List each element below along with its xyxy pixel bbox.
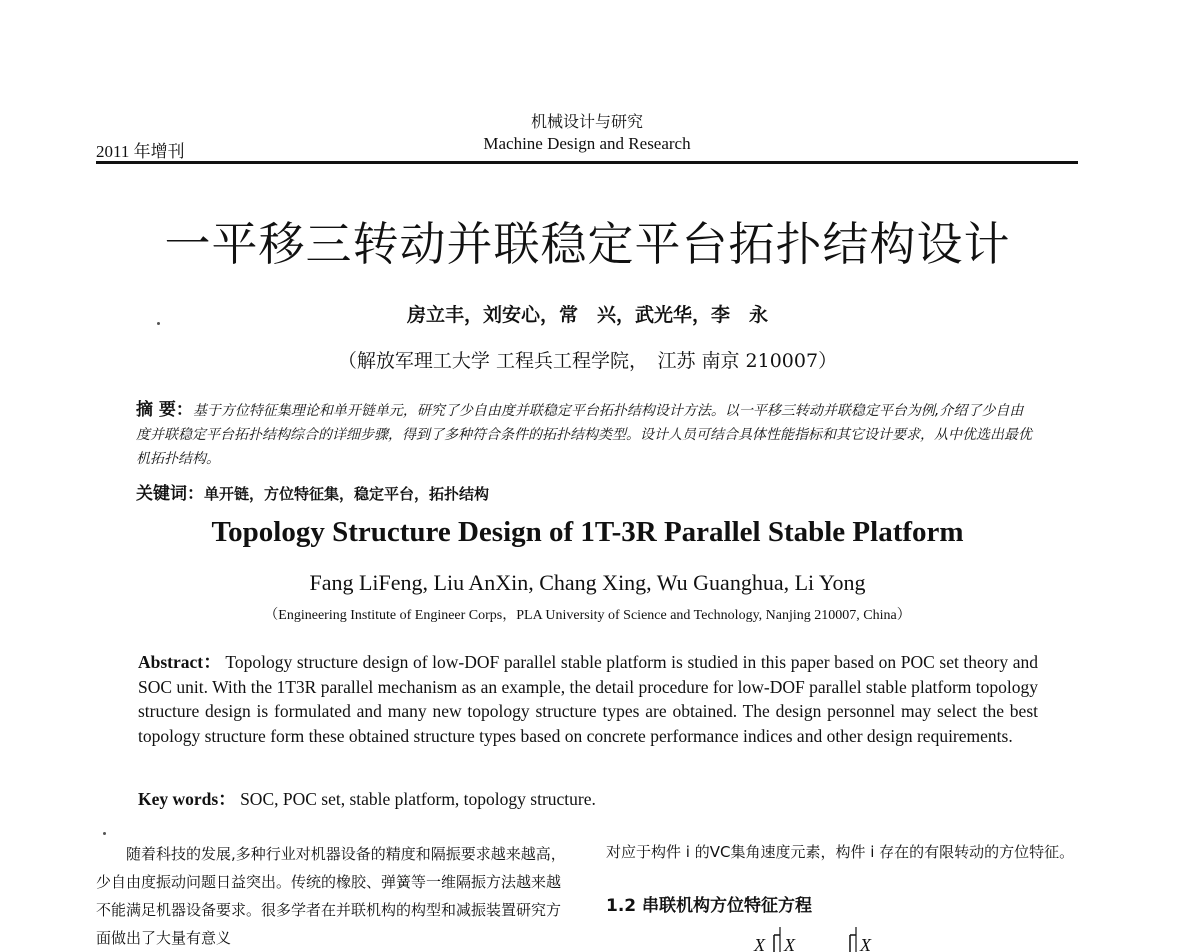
keywords-cn-label: 关键词： xyxy=(136,484,204,504)
authors-cn: 房立丰，刘安心，常 兴，武光华，李 永 xyxy=(406,304,768,326)
keywords-en xyxy=(138,786,1038,811)
scan-speck xyxy=(157,322,160,325)
keywords-cn-text: 单开链，方位特征集，稳定平台，拓扑结构 xyxy=(204,485,490,503)
paper-title-en: Topology Structure Design of 1T-3R Parallel Stable Platform xyxy=(211,516,964,548)
abstract-en-label: Abstract： xyxy=(138,652,222,672)
paper-title-cn: 一平移三转动并联稳定平台拓扑结构设计 xyxy=(164,217,1011,271)
intro-paragraph: 随着科技的发展,多种行业对机器设备的精度和隔振要求越来越高，少自由度振动问题日益突出。传统的橡胶、弹簧等一维隔振方法越来越不能满足机器设备要求。很多学者在并联机构的构型和减振装置研究方面做出了大量有意义 xyxy=(96,845,566,947)
affiliation-en: （Engineering Institute of Engineer Corps，PLA University of Science and Technology, Nanjing 210007, China） xyxy=(264,608,911,623)
formula-glyph-3: X xyxy=(860,935,871,952)
header-rule xyxy=(96,161,1078,164)
formula-glyph-2: X xyxy=(784,935,795,952)
section-heading: 1.2 串联机构方位特征方程 xyxy=(606,896,813,916)
scan-speck xyxy=(103,832,106,835)
keywords-cn xyxy=(136,479,1036,504)
body-column-left xyxy=(96,840,570,952)
right-paragraph: 对应于构件 i 的VC集角速度元素，构件 i 存在的有限转动的方位特征。 xyxy=(606,843,1075,861)
issue-label: 2011 年增刊 xyxy=(96,142,185,161)
abstract-cn-label: 摘 要： xyxy=(136,400,193,420)
abstract-en-text: Topology structure design of low-DOF parallel stable platform is studied in this paper based on POC set theory and SOC unit. With the 1T3R parallel mechanism as an example, the detail procedure for low-DOF parallel stable platform topology structure design is formulated and many new topology structure types are obtained. The design personnel may select the best topology structure form these obtained structure types based on concrete performance indices and other design requirements. xyxy=(138,652,1039,746)
keywords-en-text: SOC, POC set, stable platform, topology structure. xyxy=(240,789,596,809)
authors-en: Fang LiFeng, Liu AnXin, Chang Xing, Wu Guanghua, Li Yong xyxy=(309,570,866,595)
body-column-right xyxy=(606,840,1076,864)
journal-name-cn: 机械设计与研究 xyxy=(530,112,643,131)
abstract-cn xyxy=(136,398,1036,471)
abstract-en xyxy=(138,650,1038,748)
running-header xyxy=(96,112,1078,160)
keywords-en-label: Key words： xyxy=(138,789,236,809)
abstract-cn-text: 基于方位特征集理论和单开链单元，研究了少自由度并联稳定平台拓扑结构设计方法。以一平移三转动并联稳定平台为例,介绍了少自由度并联稳定平台拓扑结构综合的详细步骤，得到了多种符合条件的拓扑结构类型。设计人员可结合具体性能指标和其它设计要求，从中优选出最优机拓扑结构。 xyxy=(136,403,1032,467)
journal-name xyxy=(96,112,1078,156)
affiliation-cn: （解放军理工大学 工程兵工程学院， 江苏 南京 210007） xyxy=(337,350,838,372)
journal-name-en: Machine Design and Research xyxy=(483,134,691,153)
equation-partial xyxy=(740,925,1080,952)
formula-glyph-1: X xyxy=(754,935,765,952)
